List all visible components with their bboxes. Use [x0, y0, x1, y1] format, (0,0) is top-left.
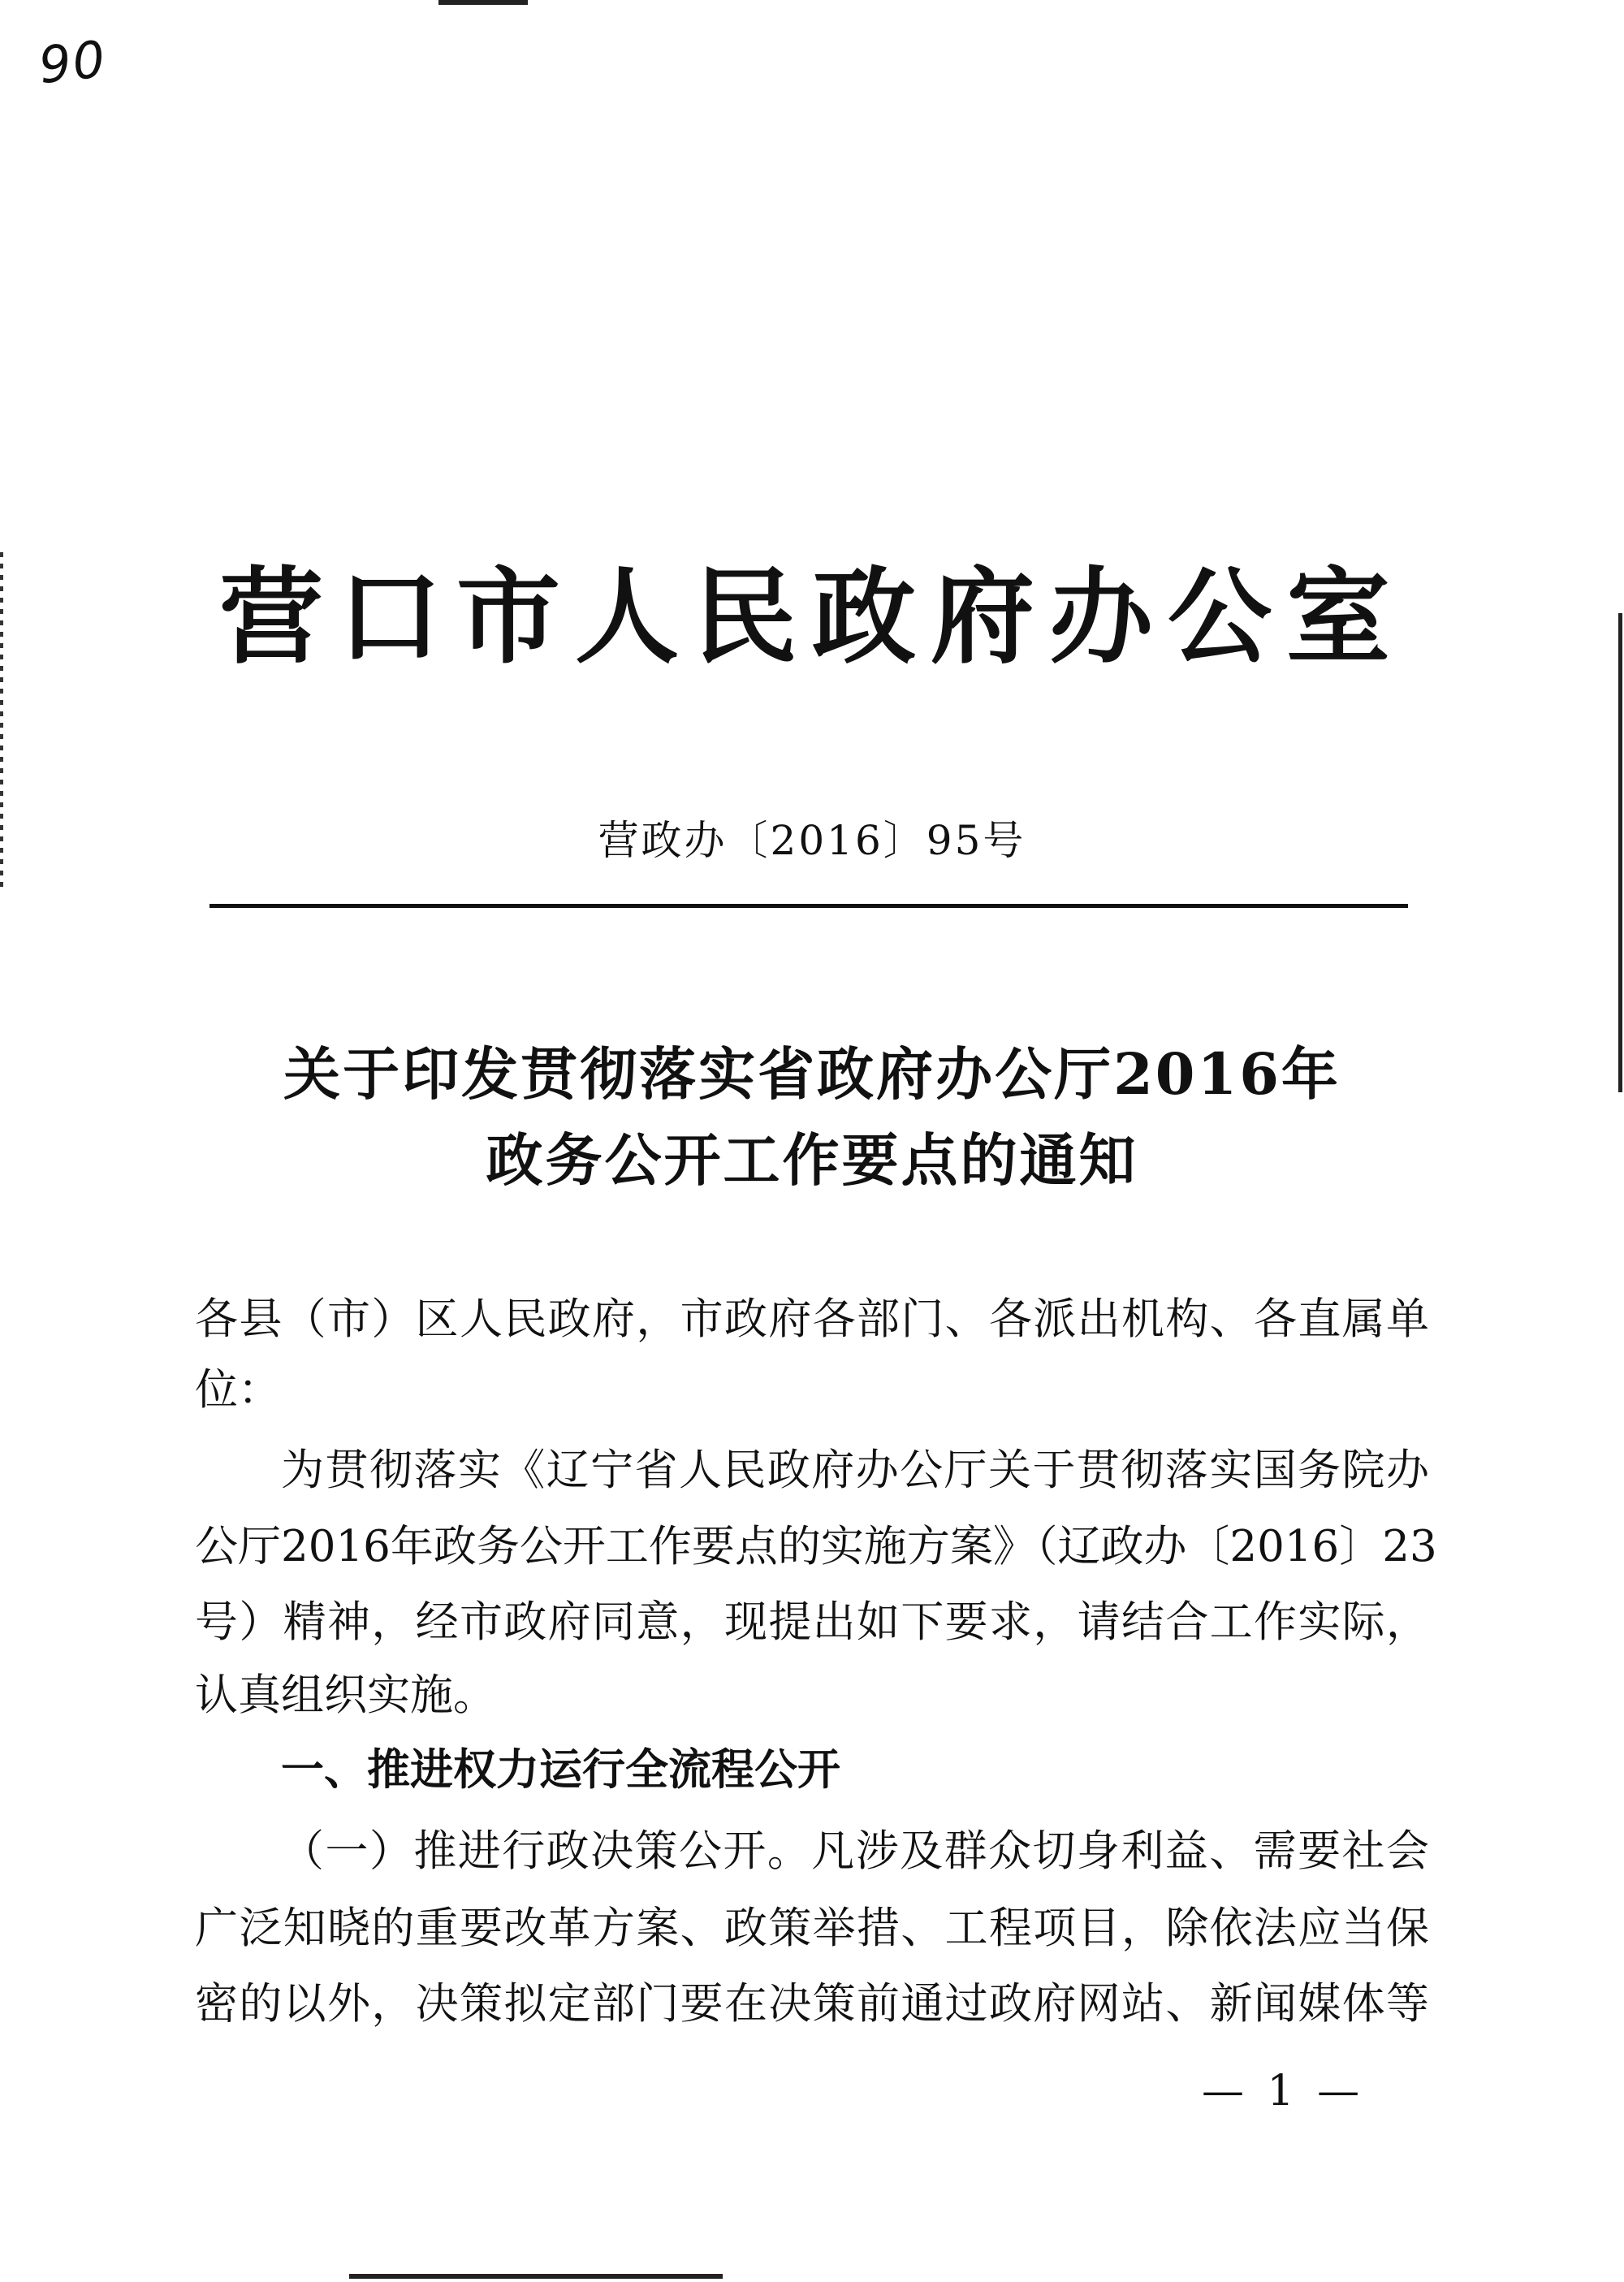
paragraph-line: 公厅2016年政务公开工作要点的实施方案》（辽政办〔2016〕23: [195, 1522, 1437, 1571]
page-number: — 1 —: [1202, 2067, 1365, 2116]
paragraph-line: 认真组织实施。: [195, 1670, 496, 1720]
document-number: 营政办〔2016〕95号: [598, 817, 1026, 864]
paragraph-line: （一）推进行政决策公开。凡涉及群众切身利益、需要社会: [281, 1826, 1429, 1876]
paragraph-line: 广泛知晓的重要改革方案、政策举措、工程项目，除依法应当保: [195, 1904, 1429, 1953]
addressee-line: 位：: [195, 1365, 281, 1415]
section-heading: 一、推进权力运行全流程公开: [281, 1745, 840, 1795]
handwritten-page-note: 90: [36, 28, 110, 96]
notice-title-line-2: 政务公开工作要点的通知: [486, 1126, 1138, 1194]
scan-edge-mark: [349, 2274, 723, 2279]
paragraph-line: 为贯彻落实《辽宁省人民政府办公厅关于贯彻落实国务院办: [281, 1446, 1429, 1495]
scan-edge-mark: [438, 0, 528, 5]
notice-title-line-1: 关于印发贯彻落实省政府办公厅2016年: [283, 1040, 1341, 1108]
addressee-line: 各县（市）区人民政府，市政府各部门、各派出机构、各直属单: [195, 1294, 1429, 1344]
issuing-organization-title: 营口市人民政府办公室: [218, 556, 1405, 678]
paragraph-line: 号）精神，经市政府同意，现提出如下要求，请结合工作实际，: [195, 1597, 1429, 1647]
header-divider: [209, 904, 1408, 908]
paragraph-line: 密的以外，决策拟定部门要在决策前通过政府网站、新闻媒体等: [195, 1979, 1429, 2029]
